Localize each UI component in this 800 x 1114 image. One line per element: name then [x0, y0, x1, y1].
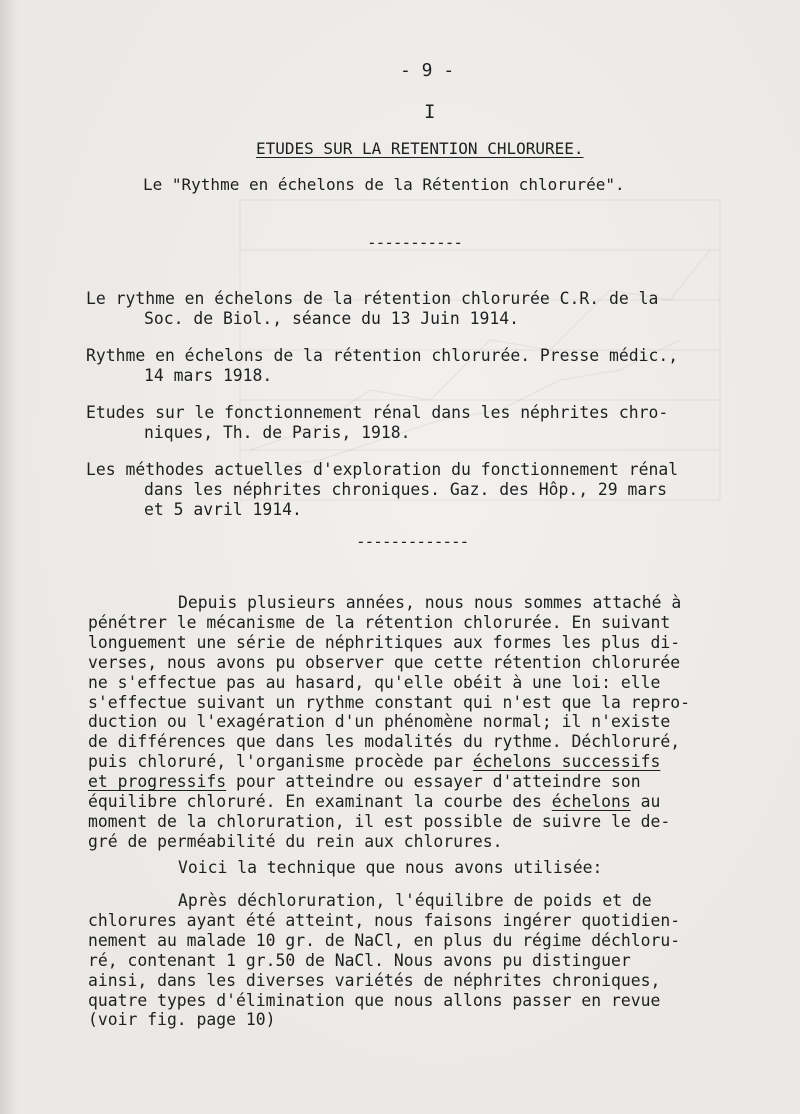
- text-line: pénétrer le mécanisme de la rétention chlorurée. En suivant: [88, 612, 671, 632]
- text-line: duction ou l'exagération d'un phénomène normal; il n'existe: [88, 712, 671, 732]
- text-line: longuement une série de néphritiques aux formes les plus di-: [88, 632, 681, 652]
- text-line: ré, contenant 1 gr.50 de NaCl. Nous avons pu distinguer: [88, 950, 631, 970]
- text-line: Après déchloruration, l'équilibre de poids et de: [178, 891, 652, 910]
- text-line: de différences que dans les modalités du rythme. Déchloruré,: [88, 732, 681, 752]
- text-span: équilibre chloruré. En examinant la courbe des: [88, 792, 552, 812]
- separator-bottom: -------------: [356, 532, 469, 551]
- text-line: ne s'effectue pas au hasard, qu'elle obéit à une loi: elle: [88, 672, 661, 692]
- reference-item: [86, 346, 678, 386]
- text-line: Depuis plusieurs années, nous nous sommes attaché à: [178, 593, 682, 612]
- text-line: chlorures ayant été atteint, nous faisons ingérer quotidien-: [88, 910, 681, 930]
- reference-line: Les méthodes actuelles d'exploration du fonctionnement rénal: [86, 460, 679, 479]
- section-title: ETUDES SUR LA RETENTION CHLORUREE.: [256, 139, 584, 158]
- reference-line: Etudes sur le fonctionnement rénal dans les néphrites chro-: [86, 403, 669, 422]
- reference-line: et 5 avril 1914.: [144, 500, 302, 519]
- section-numeral: I: [424, 101, 436, 123]
- reference-line: Soc. de Biol., séance du 13 Juin 1914.: [144, 309, 519, 328]
- text-line: moment de la chloruration, il est possible de suivre le de-: [88, 811, 671, 831]
- paragraph-technique-intro: Voici la technique que nous avons utilisée:: [178, 858, 603, 877]
- text-span: au: [630, 792, 661, 812]
- text-line: [88, 772, 690, 792]
- underlined-text: et progressifs: [88, 772, 227, 792]
- paragraph-technique: [88, 891, 680, 1030]
- reference-item: [86, 460, 678, 520]
- text-line: nement au malade 10 gr. de NaCl, en plus du régime déchloru-: [88, 930, 681, 950]
- page-number: - 9 -: [400, 60, 455, 81]
- reference-line: dans les néphrites chroniques. Gaz. des Hôp., 29 mars: [144, 480, 668, 499]
- text-span: puis chloruré, l'organisme procède par: [88, 752, 473, 772]
- text-line: gré de perméabilité du rein aux chlorures.: [88, 831, 503, 851]
- text-line: verses, nous avons pu observer que cette rétention chlorurée: [88, 652, 681, 672]
- paragraph-intro: [88, 593, 690, 852]
- reference-item: [86, 403, 668, 443]
- separator-top: -----------: [367, 233, 462, 252]
- underlined-text: échelons: [551, 792, 631, 812]
- text-line: ainsi, dans les diverses variétés de néphrites chroniques,: [88, 970, 661, 990]
- text-line: [88, 792, 690, 812]
- reference-line: 14 mars 1918.: [144, 366, 273, 385]
- reference-line: niques, Th. de Paris, 1918.: [144, 423, 411, 442]
- text-line: [88, 752, 690, 772]
- text-line: quatre types d'élimination que nous allons passer en revue: [88, 990, 661, 1010]
- text-line: s'effectue suivant un rythme constant qui n'est que la repro-: [88, 692, 690, 712]
- text-line: (voir fig. page 10): [88, 1010, 276, 1030]
- reference-line: Rythme en échelons de la rétention chlorurée. Presse médic.,: [86, 346, 679, 365]
- section-subtitle: Le "Rythme en échelons de la Rétention chlorurée".: [143, 175, 625, 194]
- reference-line: Le rythme en échelons de la rétention chlorurée C.R. de la: [86, 289, 659, 308]
- text-span: pour atteindre ou essayer d'atteindre son: [226, 772, 641, 792]
- underlined-text: échelons successifs: [472, 752, 661, 772]
- reference-item: [86, 289, 658, 329]
